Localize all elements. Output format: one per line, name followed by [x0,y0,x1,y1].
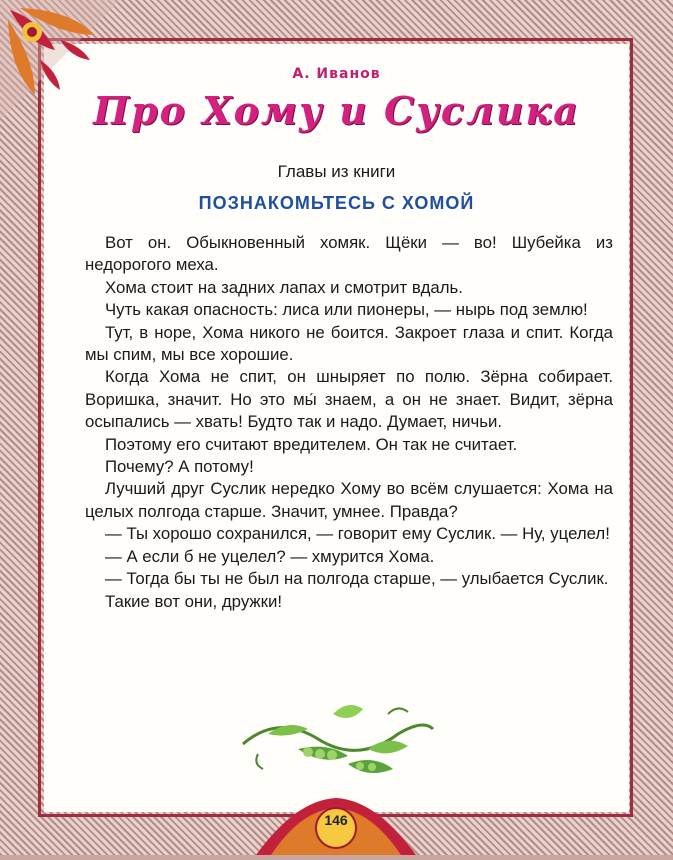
paragraph: Поэтому его считают вредителем. Он так не считает. [105,434,518,454]
paragraph: — Тогда бы ты не был на полгода старше, — улыбается Суслик. [105,569,609,589]
subtitle: Главы из книги [277,162,396,181]
paragraph: Когда Хома не спит, он шныряет по полю. Зёрна собирает. Воришка, значит. Но это мы́ знаем, а он не знает. Видит, зёрна осыпались — хвать! Будто так и надо. Думает, ничьи. [85,367,613,432]
paragraph: Чуть какая опасность: лиса или пионеры, — нырь под землю! [105,300,588,320]
paragraph: — А если б не уцелел? — хмурится Хома. [105,546,435,566]
chapter-title: ПОЗНАКОМЬТЕСЬ С ХОМОЙ [198,193,475,213]
story-text [85,232,613,613]
paragraph: — Ты хорошо сохранился, — говорит ему Суслик. — Ну, уцелел! [105,524,610,544]
author-name: А. Иванов [292,66,381,82]
paragraph: Хома стоит на задних лапах и смотрит вдаль. [105,277,463,297]
page-number: 146 [324,812,348,828]
paragraph: Тут, в норе, Хома никого не боится. Закроет глаза и спит. Когда мы спим, мы все хорошие. [85,322,613,365]
paragraph: Вот он. Обыкновенный хомяк. Щёки — во! Шубейка из недорогого меха. [85,233,613,275]
page-number-ornament [256,790,416,855]
story-title: Про Хому и Суслика [93,88,580,133]
paragraph: Лучший друг Суслик нередко Хому во всём слушается: Хома на целых полгода старше. Значит, умнее. Правда? [85,479,613,521]
pea-vine-illustration-icon [238,694,438,786]
paragraph: Такие вот они, дружки! [105,591,282,611]
paragraph: Почему? А потому! [105,457,254,477]
